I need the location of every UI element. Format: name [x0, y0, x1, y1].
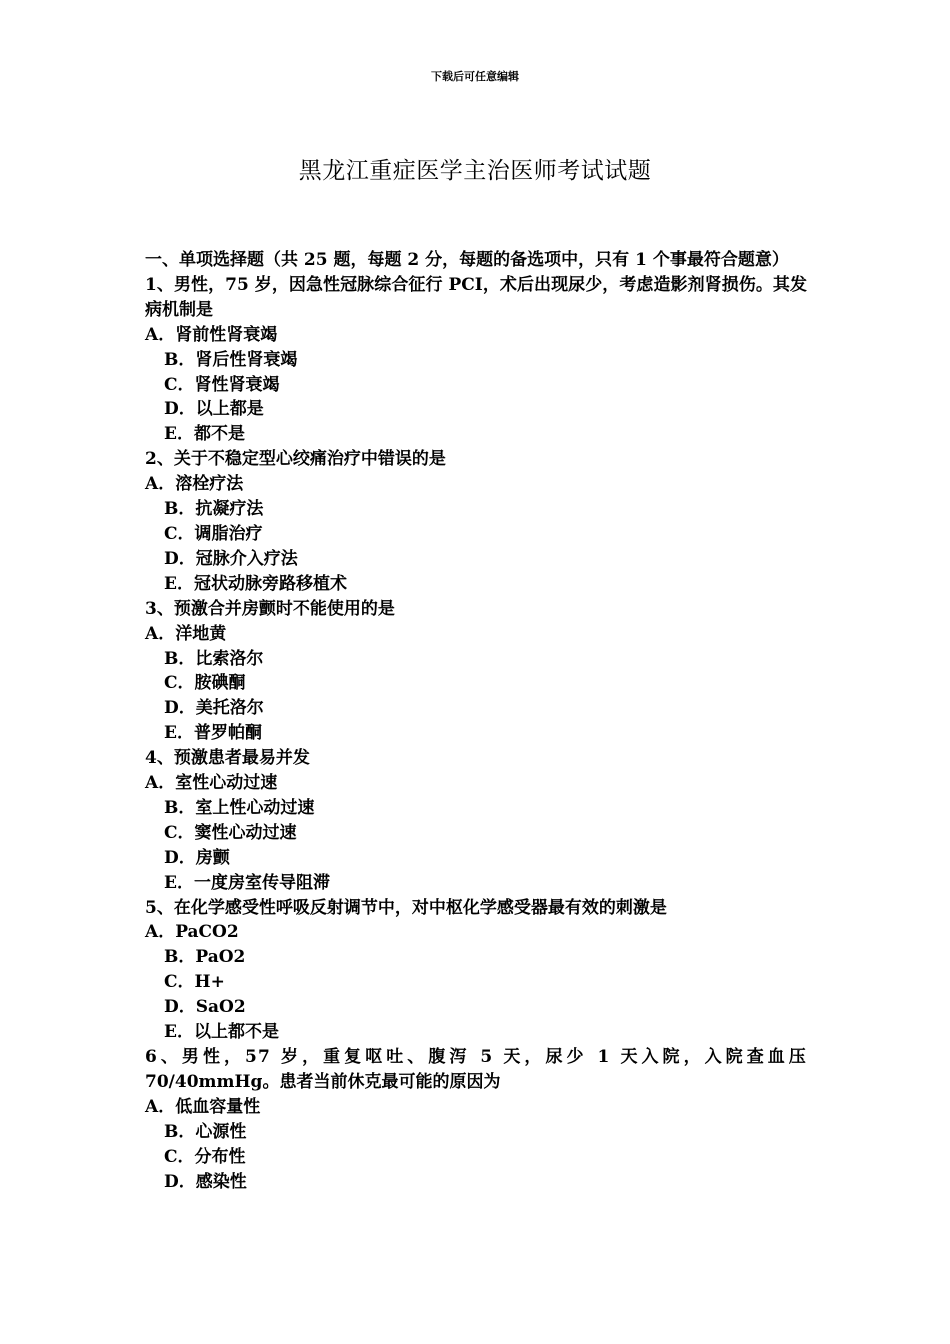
document-title: 黑龙江重症医学主治医师考试试题 — [298, 158, 652, 184]
option-e: E．都不是 — [164, 424, 245, 445]
option-a: A．肾前性肾衰竭 — [145, 324, 278, 345]
option-a: A．低血容量性 — [145, 1096, 261, 1117]
option-e: E．以上都不是 — [164, 1022, 279, 1043]
option-b: B．心源性 — [164, 1121, 247, 1142]
option-b: B．抗凝疗法 — [164, 499, 264, 520]
question-text — [145, 1045, 807, 1095]
option-c: C．H+ — [164, 972, 225, 993]
question-1 — [145, 273, 807, 447]
option-a: A．室性心动过速 — [145, 773, 278, 794]
question-3 — [145, 597, 807, 746]
option-b: B．室上性心动过速 — [164, 797, 315, 818]
question-text-line-1: 6、男性，57 岁，重复呕吐、腹泻 5 天，尿少 1 天入院，入院查血压 — [145, 1047, 807, 1067]
option-b: B．比索洛尔 — [164, 648, 264, 669]
option-c: C．调脂治疗 — [164, 523, 263, 544]
question-text: 2、关于不稳定型心绞痛治疗中错误的是 — [145, 449, 446, 470]
option-d: D．以上都是 — [164, 399, 264, 420]
option-a: A．PaCO2 — [145, 922, 239, 943]
option-a: A．溶栓疗法 — [145, 474, 244, 495]
question-2 — [145, 447, 807, 596]
question-4 — [145, 746, 807, 895]
option-a: A．洋地黄 — [145, 623, 227, 644]
option-c: C．肾性肾衰竭 — [164, 374, 280, 395]
question-text: 1、男性，75 岁，因急性冠脉综合征行 PCI，术后出现尿少，考虑造影剂肾损伤。其发病机制是 — [145, 274, 807, 320]
option-c: C．胺碘酮 — [164, 673, 246, 694]
option-d: D．冠脉介入疗法 — [164, 548, 298, 569]
option-d: D．感染性 — [164, 1171, 247, 1192]
option-d: D．房颤 — [164, 847, 230, 868]
question-text-line-2: 70/40mmHg。患者当前休克最可能的原因为 — [145, 1071, 501, 1092]
question-text: 5、在化学感受性呼吸反射调节中，对中枢化学感受器最有效的刺激是 — [145, 897, 667, 918]
question-6 — [145, 1045, 807, 1194]
option-e: E．一度房室传导阻滞 — [164, 872, 330, 893]
exam-content — [145, 248, 807, 1194]
option-e: E．普罗帕酮 — [164, 723, 262, 744]
option-d: D．美托洛尔 — [164, 698, 264, 719]
question-text: 4、预激患者最易并发 — [145, 748, 310, 769]
option-b: B．肾后性肾衰竭 — [164, 349, 298, 370]
option-e: E．冠状动脉旁路移植术 — [164, 573, 347, 594]
page-header-note: 下载后可任意编辑 — [431, 70, 519, 83]
question-text: 3、预激合并房颤时不能使用的是 — [145, 598, 395, 619]
option-b: B．PaO2 — [164, 947, 246, 968]
option-c: C．分布性 — [164, 1146, 246, 1167]
section-heading: 一、单项选择题（共 25 题，每题 2 分，每题的备选项中，只有 1 个事最符合题意） — [145, 250, 789, 270]
option-c: C．窦性心动过速 — [164, 822, 297, 843]
question-5 — [145, 896, 807, 1045]
option-d: D．SaO2 — [164, 997, 246, 1018]
